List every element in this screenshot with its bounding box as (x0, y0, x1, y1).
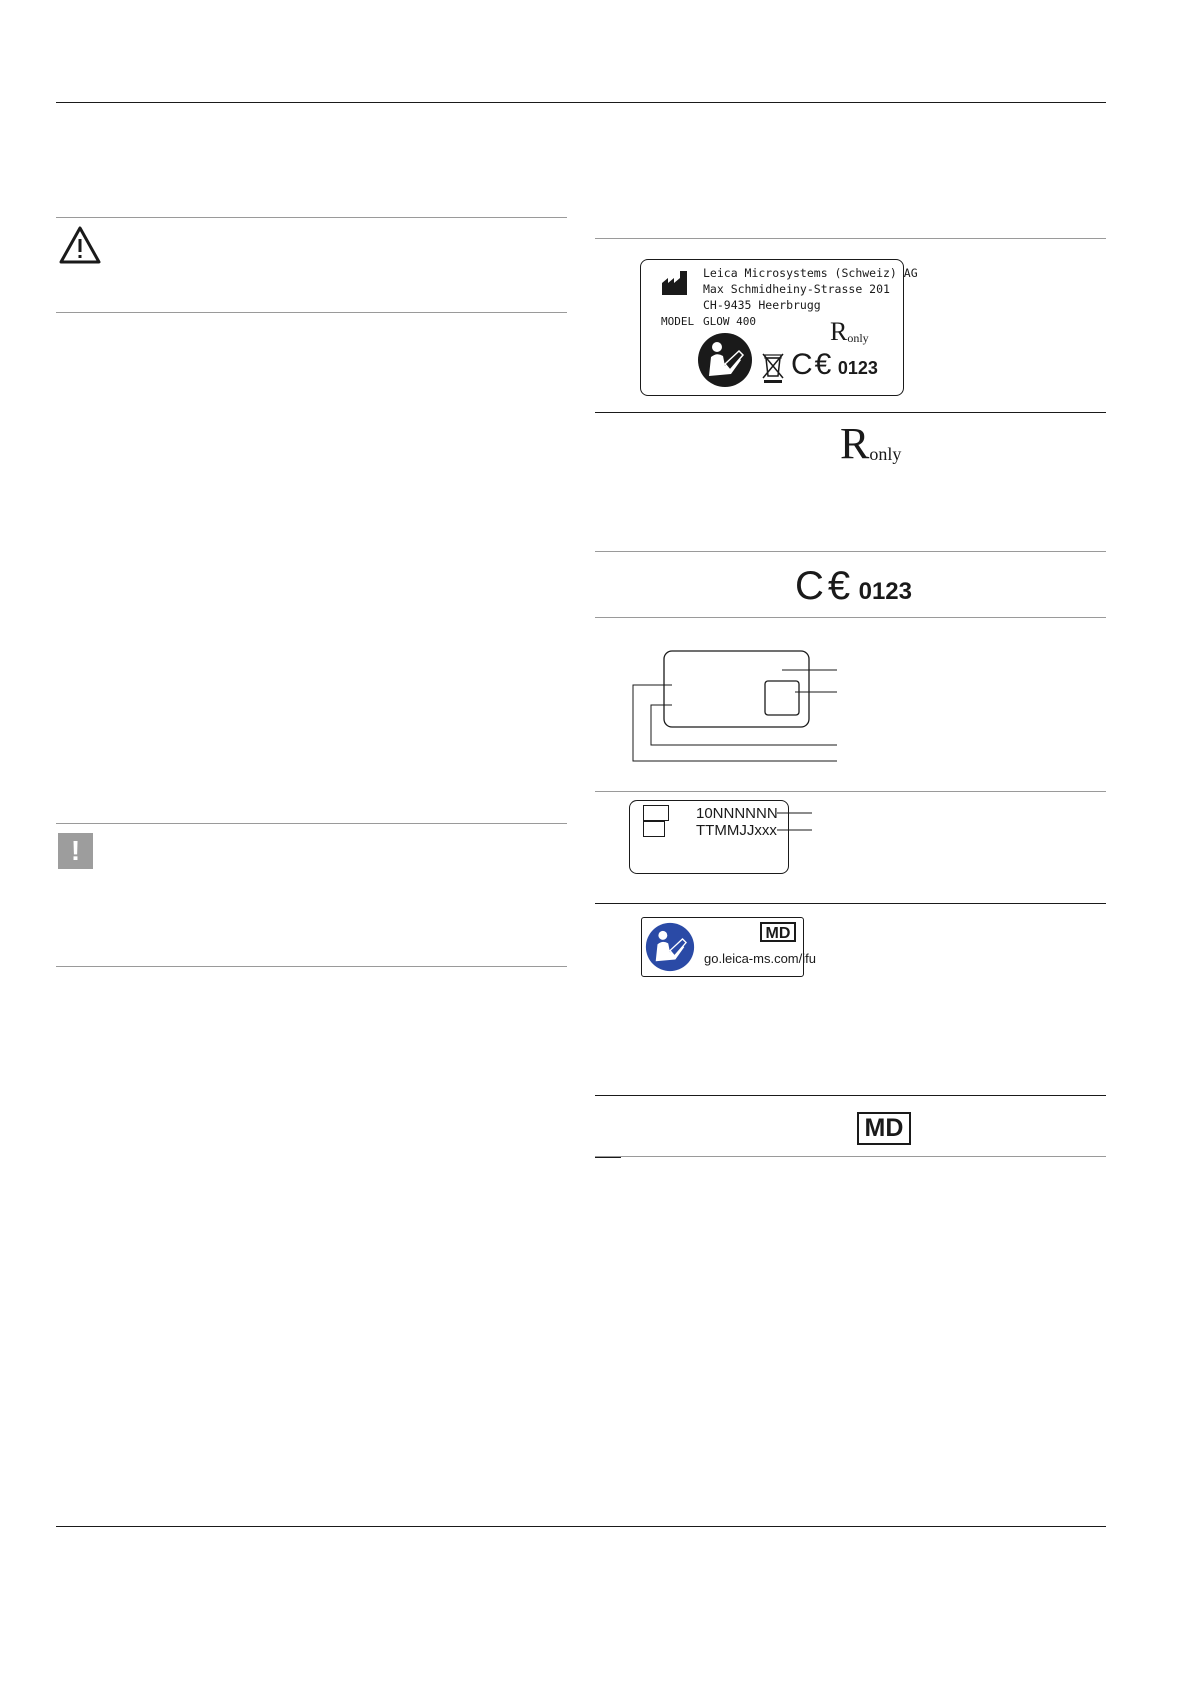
note-top-rule (56, 823, 567, 824)
md-section-top-rule (595, 1095, 1106, 1096)
rx-only-text: only (847, 331, 869, 345)
rx-section-top-rule (595, 412, 1106, 413)
nameplate-model-label: MODEL (661, 315, 695, 328)
md-section-bottom-rule (595, 1156, 1106, 1157)
nameplate-city: CH-9435 Heerbrugg (703, 298, 821, 312)
ce-large-letters: C€ (795, 564, 855, 608)
exclamation-icon: ! (58, 833, 93, 869)
ifu-url: go.leica-ms.com/ifu (704, 951, 816, 966)
rx-letter: R (830, 317, 848, 346)
serial-box-top (643, 805, 669, 821)
label-position-diagram (625, 645, 840, 765)
md-section-short-rule (595, 1157, 621, 1158)
warning-top-rule (56, 217, 567, 218)
footer-rule (56, 1526, 1106, 1527)
nameplate-label (640, 259, 918, 396)
serial-section-top-rule (595, 791, 1106, 792)
diagram-section-top-rule (595, 617, 1106, 618)
md-symbol: MD (857, 1112, 911, 1145)
serial-box-bottom (643, 821, 665, 837)
weee-bin-icon (761, 352, 785, 384)
manufacturer-icon (661, 270, 689, 296)
warning-triangle-icon (58, 225, 102, 265)
nameplate-ce-mark (791, 348, 878, 382)
article-number-text: 10NNNNNN (696, 805, 778, 822)
nameplate-street: Max Schmidheiny-Strasse 201 (703, 282, 890, 296)
read-manual-icon (697, 332, 753, 388)
ce-letters: C€ (791, 348, 834, 381)
rx-large-only: only (869, 444, 902, 464)
note-bottom-rule (56, 966, 567, 967)
ifu-label (641, 917, 816, 977)
nameplate-company: Leica Microsystems (Schweiz) AG (703, 266, 918, 280)
ce-section-top-rule (595, 551, 1106, 552)
header-rule (56, 102, 1106, 103)
serial-leader-lines (775, 810, 815, 834)
rx-large-letter: R (840, 419, 870, 468)
ce-mark-symbol (795, 564, 912, 609)
right-top-rule (595, 238, 1106, 239)
ce-large-number: 0123 (858, 578, 912, 605)
ifu-section-top-rule (595, 903, 1106, 904)
warning-bottom-rule (56, 312, 567, 313)
ifu-read-manual-icon (645, 922, 695, 972)
nameplate-rx-symbol (830, 317, 869, 347)
ifu-md-badge: MD (760, 922, 796, 942)
rx-only-symbol (840, 418, 901, 469)
ce-notified-body: 0123 (837, 358, 878, 378)
nameplate-model-value: GLOW 400 (703, 315, 756, 328)
serial-label-diagram (629, 800, 789, 874)
serial-number-text: TTMMJJxxx (696, 822, 777, 839)
